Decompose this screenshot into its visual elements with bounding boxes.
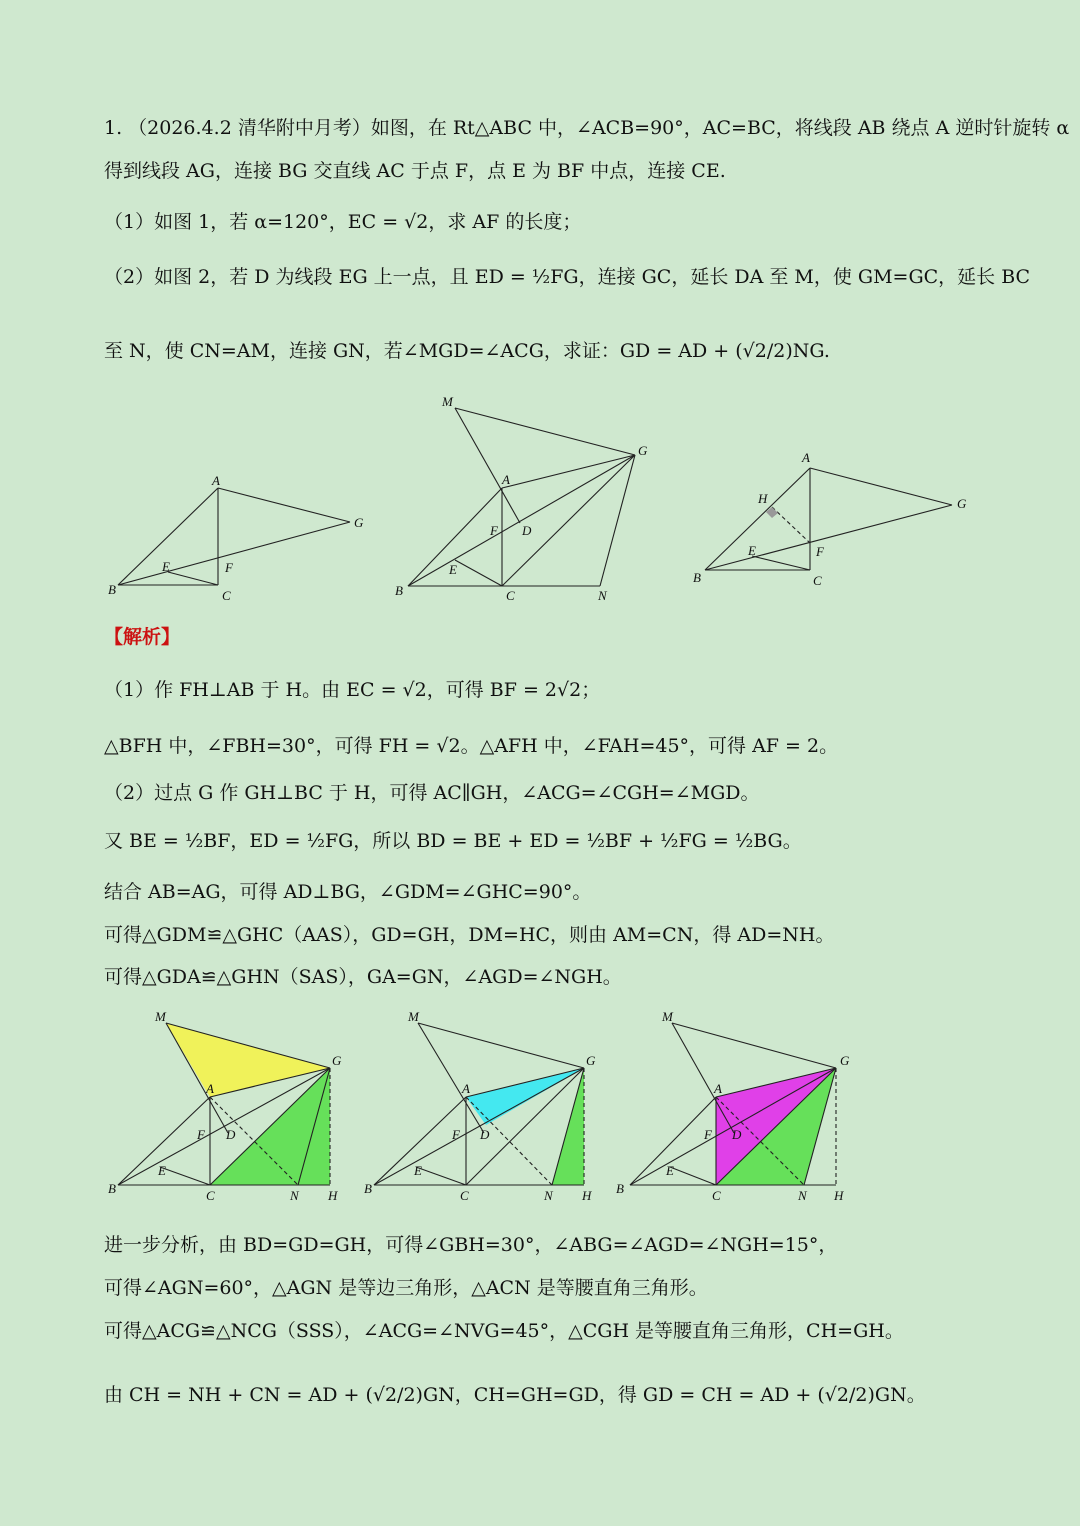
fig1-label-F: F [225, 560, 233, 575]
solution-line-10: 可得△ACG≌△NCG（SSS），∠ACG=∠NVG=45°，△CGH 是等腰直角三角形，CH=GH。 [104, 1320, 904, 1342]
fig3-label-G: G [957, 496, 967, 511]
fig3-label-C: C [813, 573, 822, 588]
figure-solution-1 [100, 1005, 360, 1205]
solution-line-11: 由 CH = NH + CN = AD + (√2/2)GN，CH=GH=GD，得 GD = CH = AD + (√2/2)GN。 [104, 1384, 926, 1406]
fig-sol3-label-D: D [732, 1127, 742, 1142]
fig-sol1-label-F: F [197, 1127, 205, 1142]
fig-sol2-label-M: M [408, 1009, 419, 1024]
fig-sol1-label-B: B [108, 1181, 116, 1196]
solution-line-8: 进一步分析，由 BD=GD=GH，可得∠GBH=30°，∠ABG=∠AGD=∠NGH=15°， [104, 1234, 838, 1256]
fig-sol3-label-A: A [714, 1081, 722, 1096]
solution-line-6: 可得△GDM≌△GHC（AAS），GD=GH，DM=HC，则由 AM=CN，得 AD=NH。 [104, 924, 835, 946]
fig3-label-B: B [693, 570, 701, 585]
fig2-label-B: B [395, 583, 403, 598]
solution-label: 【解析】 [104, 626, 181, 648]
fig-sol1-label-H: H [328, 1188, 338, 1203]
solution-line-1: （1）作 FH⊥AB 于 H。由 EC = √2，可得 BF = 2√2； [104, 679, 601, 701]
figure-solution-3 [612, 1005, 872, 1205]
fig-sol3-label-E: E [666, 1163, 674, 1178]
fig3-label-F: F [816, 544, 824, 559]
fig-sol2-label-F: F [452, 1127, 460, 1142]
fig-sol2-cyan-region [466, 1068, 584, 1125]
fig-sol3-label-M: M [662, 1009, 673, 1024]
fig2-label-G: G [638, 443, 648, 458]
fig-sol2-label-E: E [414, 1163, 422, 1178]
fig-sol1-label-E: E [158, 1163, 166, 1178]
fig2-label-M: M [442, 394, 453, 409]
fig-sol3-label-C: C [712, 1188, 721, 1203]
fig-sol2-label-G: G [586, 1053, 596, 1068]
fig1-label-C: C [222, 588, 231, 603]
solution-line-7: 可得△GDA≌△GHN（SAS），GA=GN，∠AGD=∠NGH。 [104, 966, 622, 988]
fig-sol1-label-N: N [290, 1188, 299, 1203]
solution-line-4: 又 BE = ½BF，ED = ½FG，所以 BD = BE + ED = ½BF + ½FG = ½BG。 [104, 830, 802, 852]
fig3-label-A: A [802, 450, 810, 465]
figure-1 [100, 470, 380, 610]
fig-sol2-label-H: H [582, 1188, 592, 1203]
solution-line-3: （2）过点 G 作 GH⊥BC 于 H，可得 AC∥GH，∠ACG=∠CGH=∠MGD。 [104, 782, 760, 804]
fig2-label-A: A [502, 472, 510, 487]
problem-part-2b: 至 N，使 CN=AM，连接 GN，若∠MGD=∠ACG，求证：GD = AD + (√2/2)NG. [104, 340, 830, 362]
fig1-label-A: A [212, 473, 220, 488]
solution-line-2: △BFH 中，∠FBH=30°，可得 FH = √2。△AFH 中，∠FAH=45°，可得 AF = 2。 [104, 735, 839, 757]
fig3-label-E: E [748, 543, 756, 558]
fig2-label-D: D [522, 523, 532, 538]
solution-line-9: 可得∠AGN=60°，△AGN 是等边三角形，△ACN 是等腰直角三角形。 [104, 1277, 708, 1299]
fig-sol2-label-D: D [480, 1127, 490, 1142]
fig-sol2-label-N: N [544, 1188, 553, 1203]
fig-sol1-label-G: G [332, 1053, 342, 1068]
fig2-label-F: F [490, 523, 498, 538]
fig-sol1-label-A: A [206, 1081, 214, 1096]
fig1-label-G: G [354, 515, 364, 530]
fig-sol3-label-B: B [616, 1181, 624, 1196]
fig1-label-E: E [162, 559, 170, 574]
fig-sol2-label-C: C [460, 1188, 469, 1203]
problem-part-1: （1）如图 1，若 α=120°，EC = √2，求 AF 的长度； [104, 211, 582, 233]
fig2-label-E: E [449, 562, 457, 577]
fig-sol1-label-M: M [155, 1009, 166, 1024]
fig-sol1-yellow-region [166, 1023, 330, 1097]
fig-sol1-label-D: D [226, 1127, 236, 1142]
fig3-label-H: H [758, 491, 768, 506]
fig-sol2-label-B: B [364, 1181, 372, 1196]
figure-2 [390, 390, 670, 610]
fig-sol1-label-C: C [206, 1188, 215, 1203]
problem-part-2: （2）如图 2，若 D 为线段 EG 上一点，且 ED = ½FG，连接 GC，延长 DA 至 M，使 GM=GC，延长 BC [104, 266, 1031, 288]
problem-line-2: 得到线段 AG，连接 BG 交直线 AC 于点 F，点 E 为 BF 中点，连接 CE. [104, 160, 726, 182]
figure-3 [690, 450, 980, 590]
fig-sol3-label-G: G [840, 1053, 850, 1068]
fig2-label-N: N [598, 588, 607, 603]
fig-sol3-label-H: H [834, 1188, 844, 1203]
fig-sol3-label-N: N [798, 1188, 807, 1203]
figure-solution-2 [356, 1005, 616, 1205]
solution-line-5: 结合 AB=AG，可得 AD⊥BG，∠GDM=∠GHC=90°。 [104, 881, 592, 903]
fig-sol3-label-F: F [704, 1127, 712, 1142]
fig1-label-B: B [108, 582, 116, 597]
problem-line-1: 1. （2026.4.2 清华附中月考）如图，在 Rt△ABC 中，∠ACB=90°，AC=BC，将线段 AB 绕点 A 逆时针旋转 α [104, 117, 1070, 139]
fig2-label-C: C [506, 588, 515, 603]
fig-sol2-label-A: A [462, 1081, 470, 1096]
